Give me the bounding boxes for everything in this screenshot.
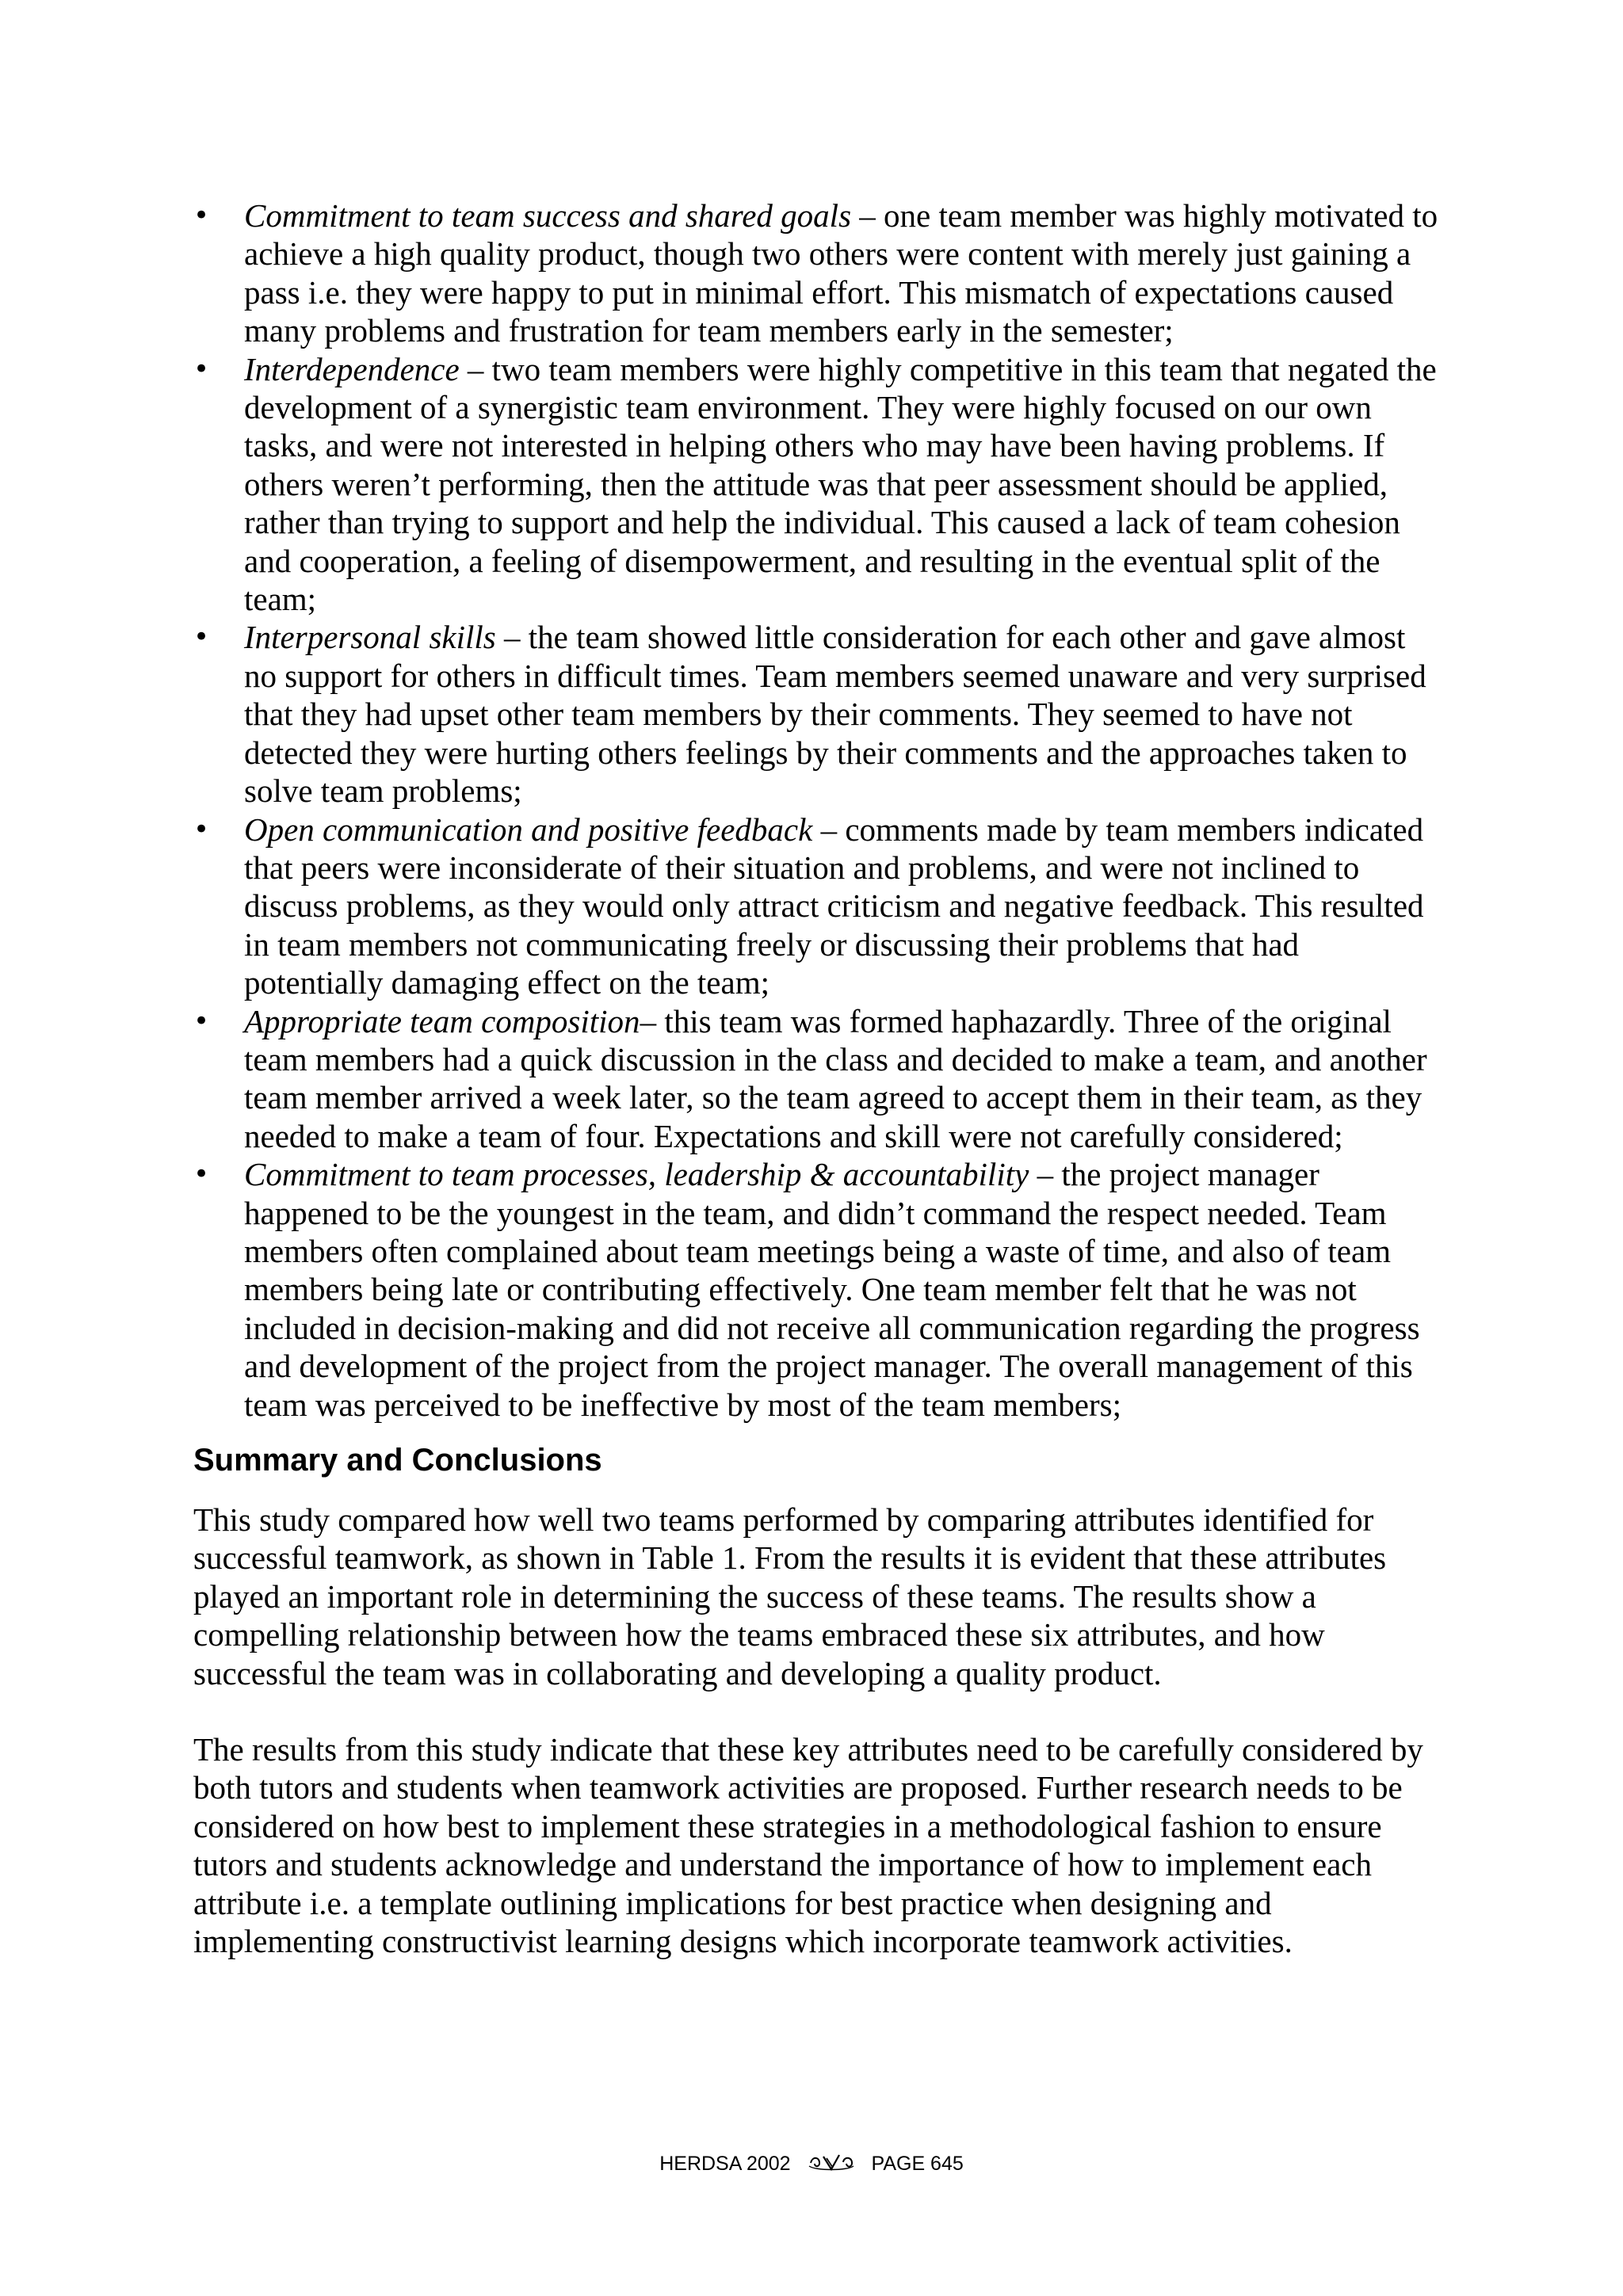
footer-page-number: PAGE 645 [871,2153,964,2176]
page-footer [0,2152,1623,2178]
attribute-text: – comments made by team members indicated that peers were inconsiderate of their situation and problems, and were not inclined to discuss problems, as they would only attract criticism and negative feedback. This resulted in team members not communicating freely or discussing their problems that had potentially damaging effect on the team; [244,810,1424,1001]
attribute-term: Commitment to team processes, leadership & accountability [244,1156,1029,1193]
list-item [193,1155,1445,1424]
bullet-icon: • [193,353,210,385]
attribute-text: – this team was formed haphazardly. Three of the original team members had a quick discussion in the class and decided to make a team, and another team member arrived a week later, so the team agreed to accept them in their team, as they needed to make a team of four. Expectations and skill were not carefully considered; [244,1002,1427,1154]
attribute-term: Appropriate team composition [244,1002,640,1039]
attribute-term: Open communication and positive feedback [244,810,813,848]
attribute-text: – the project manager happened to be the youngest in the team, and didn’t command the respect needed. Team members often complained about team meetings being a waste of time, and also of team members being late or contributing effectively. One team member felt that he was not included in decision-making and did not receive all communication regarding the progress and development of the project from the project manager. The overall management of this team was perceived to be ineffective by most of the team members; [244,1156,1420,1423]
attribute-list [193,196,1445,1424]
list-item [193,810,1445,1002]
attribute-term: Interpersonal skills [244,619,496,656]
bullet-icon: • [193,621,210,654]
attribute-text: – one team member was highly motivated to achieve a high quality product, though two others were content with merely just gaining a pass i.e. they were happy to put in minimal effort. This mismatch of expectations caused many problems and frustration for team members early in the semester; [244,197,1438,349]
bullet-icon: • [193,1158,210,1191]
summary-paragraph: This study compared how well two teams performed by comparing attributes identified for successful teamwork, as shown in Table 1. From the results it is evident that these attributes played an important role in determining the success of these teams. The results show a compelling relationship between how the teams embraced these six attributes, and how successful the team was in collaborating and developing a quality product. [193,1501,1387,1691]
herdsa-logo-icon [808,2152,855,2178]
footer-conference: HERDSA 2002 [659,2153,791,2176]
page-content [193,196,1445,1960]
bullet-icon: • [193,813,210,845]
list-item [193,350,1445,619]
attribute-term: Commitment to team success and shared goals [244,197,852,234]
attribute-text: – the team showed little consideration for each other and gave almost no support for others in difficult times. Team members seemed unaware and very surprised that they had upset other team members by their comments. They seemed to have not detected they were hurting others feelings by their comments and the approaches taken to solve team problems; [244,619,1426,810]
list-item [193,1002,1445,1156]
list-item [193,618,1445,810]
section-heading: Summary and Conclusions [193,1443,602,1478]
bullet-icon: • [193,1005,210,1037]
bullet-icon: • [193,200,210,231]
list-item [193,196,1445,350]
attribute-text: – two team members were highly competitive in this team that negated the development of a synergistic team environment. They were highly focused on our own tasks, and were not interested in helping others who may have been having problems. If others weren’t performing, then the attitude was that peer assessment should be applied, rather than trying to support and help the individual. This caused a lack of team cohesion and cooperation, a feeling of disempowerment, and resulting in the eventual split of the team; [244,350,1437,618]
attribute-term: Interdependence [244,350,460,387]
conclusion-paragraph: The results from this study indicate that these key attributes need to be carefully considered by both tutors and students when teamwork activities are proposed. Further research needs to be considered on how best to implement these strategies in a methodological fashion to ensure tutors and students acknowledge and understand the importance of how to implement each attribute i.e. a template outlining implications for best practice when designing and implementing constructivist learning designs which incorporate teamwork activities. [193,1731,1423,1960]
